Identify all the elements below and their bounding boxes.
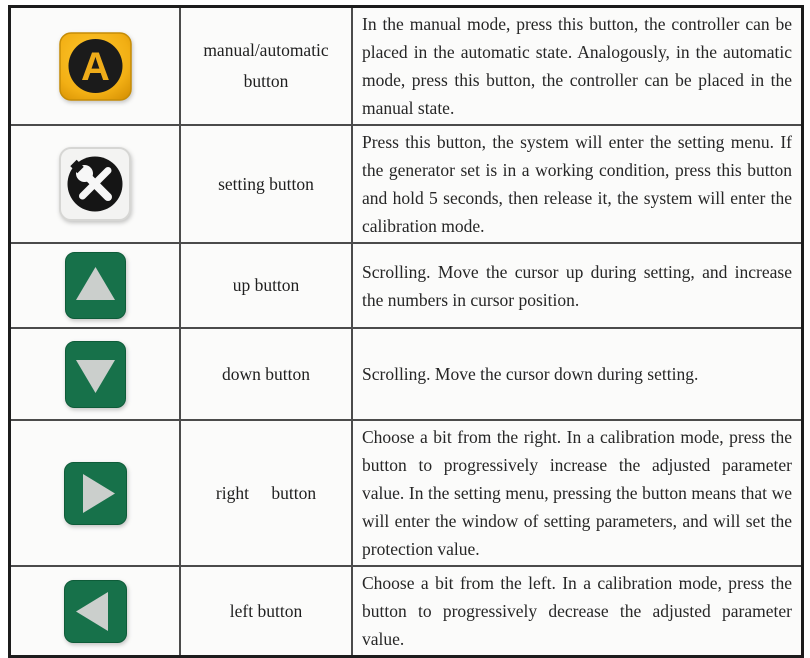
description-cell — [353, 244, 801, 327]
description-cell — [353, 8, 801, 124]
button-name: left button — [229, 600, 303, 621]
setting-button-icon — [59, 147, 131, 221]
label-cell — [181, 8, 353, 124]
button-name: right button — [215, 482, 317, 503]
button-description: In the manual mode, press this button, the controller can be placed in the automatic state. Analogously, in the automatic mode, press this button, the controller can be placed in the manual state. — [362, 14, 792, 118]
description-cell — [353, 421, 801, 565]
description-cell — [353, 126, 801, 242]
button-description: Scrolling. Move the cursor down during setting. — [362, 364, 699, 384]
label-cell — [181, 329, 353, 419]
description-cell — [353, 567, 801, 655]
icon-cell — [11, 8, 181, 124]
svg-text:A: A — [80, 44, 110, 89]
table-row-right — [11, 421, 801, 567]
table-row-setting — [11, 126, 801, 244]
button-description-table — [8, 5, 804, 658]
button-description: Choose a bit from the left. In a calibration mode, press the button to progressively decrease the adjusted parameter value. — [362, 573, 792, 649]
label-cell — [181, 244, 353, 327]
icon-cell — [11, 244, 181, 327]
button-name: up button — [232, 275, 300, 295]
button-description: Scrolling. Move the cursor up during setting, and increase the numbers in cursor position. — [362, 261, 792, 310]
icon-cell — [11, 126, 181, 242]
down-button-icon — [65, 341, 126, 408]
table-row-down — [11, 329, 801, 421]
manual-automatic-button-icon — [59, 32, 132, 101]
left-button-icon — [64, 580, 127, 643]
table-row-manual-automatic — [11, 8, 801, 126]
table-row-up — [11, 244, 801, 329]
label-cell — [181, 567, 353, 655]
button-name: manual/automatic button — [203, 40, 329, 91]
label-cell — [181, 421, 353, 565]
button-description: Press this button, the system will enter the setting menu. If the generator set is in a working condition, press this button and hold 5 seconds, then release it, the system will enter the calibration mode. — [362, 132, 792, 236]
table-row-left — [11, 567, 801, 655]
icon-cell — [11, 567, 181, 655]
description-cell — [353, 329, 801, 419]
icon-cell — [11, 421, 181, 565]
button-name: setting button — [218, 173, 314, 194]
right-button-icon — [64, 462, 127, 525]
up-button-icon — [65, 252, 126, 319]
button-name: down button — [222, 363, 310, 384]
icon-cell — [11, 329, 181, 419]
button-description: Choose a bit from the right. In a calibration mode, press the button to progressively increase the adjusted parameter value. In the setting menu, pressing the button means that we will enter the window of setting parameters, and will set the protection value. — [362, 427, 792, 559]
label-cell — [181, 126, 353, 242]
